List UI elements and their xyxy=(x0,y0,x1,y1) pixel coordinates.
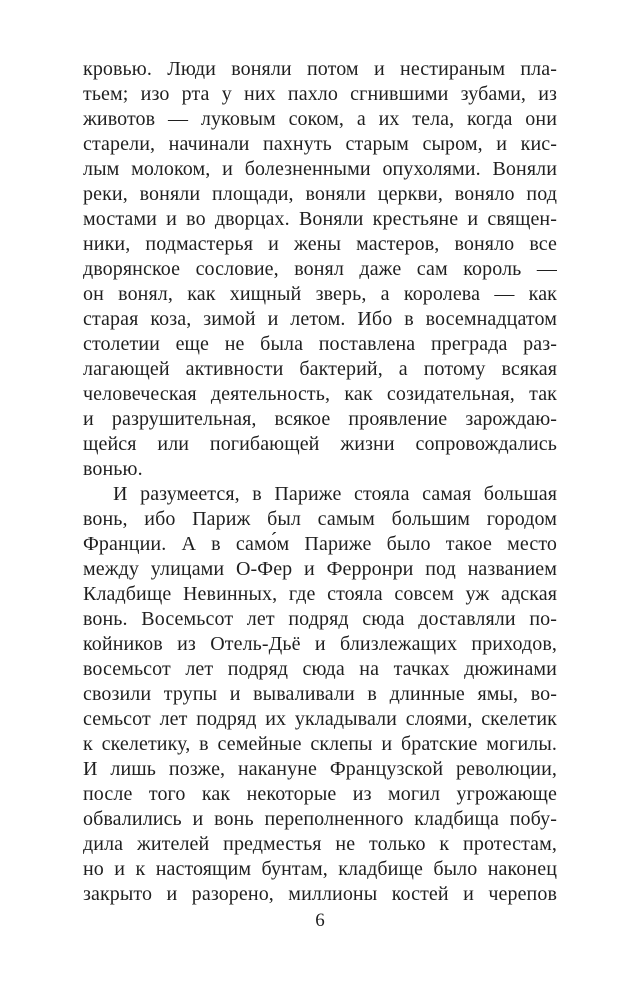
text-line: лым молоком, и болезненными опухолями. Воняли xyxy=(83,158,557,180)
text-line: после того как некоторые из могил угрожающе xyxy=(83,783,557,805)
text-line: ники, подмастерья и жены мастеров, воняло все xyxy=(83,233,557,255)
page-number: 6 xyxy=(315,910,325,931)
text-line: восемьсот лет подряд сюда на тачках дюжинами xyxy=(83,658,557,680)
text-line: он вонял, как хищный зверь, а королева — как xyxy=(83,283,557,305)
text-line: мостами и во дворцах. Воняли крестьяне и священ- xyxy=(83,208,557,230)
text-line: И разумеется, в Париже стояла самая большая xyxy=(113,483,557,505)
text-line: реки, воняли площади, воняли церкви, воняло под xyxy=(83,183,557,205)
text-line: свозили трупы и вываливали в длинные ямы, во- xyxy=(83,683,557,705)
text-line: тьем; изо рта у них пахло сгнившими зубами, из xyxy=(83,83,557,105)
text-line: вонь. Восемьсот лет подряд сюда доставляли по- xyxy=(83,608,557,630)
text-line: обвалились и вонь переполненного кладбища побу- xyxy=(83,808,557,830)
text-line: щейся или погибающей жизни сопровождались xyxy=(83,433,557,455)
text-line: и разрушительная, всякое проявление зарождаю- xyxy=(83,408,557,430)
text-line: дворянское сословие, вонял даже сам король — xyxy=(83,258,557,280)
text-line: И лишь позже, накануне Французской революции, xyxy=(83,758,557,780)
text-line: животов — луковым соком, а их тела, когда они xyxy=(83,108,557,130)
text-line: но и к настоящим бунтам, кладбище было наконец xyxy=(83,858,557,880)
text-line: вонь, ибо Париж был самым большим городом xyxy=(83,508,557,530)
text-line: Кладбище Невинных, где стояла совсем уж адская xyxy=(83,583,557,605)
text-line: между улицами О-Фер и Ферронри под названием xyxy=(83,558,557,580)
text-line: старели, начинали пахнуть старым сыром, и кис- xyxy=(83,133,557,155)
text-line: закрыто и разорено, миллионы костей и черепов xyxy=(83,883,557,905)
text-line: лагающей активности бактерий, а потому всякая xyxy=(83,358,557,380)
text-line: семьсот лет подряд их укладывали слоями, скелетик xyxy=(83,708,557,730)
text-line: человеческая деятельность, как созидательная, так xyxy=(83,383,557,405)
text-line: вонью. xyxy=(83,458,143,480)
text-line: старая коза, зимой и летом. Ибо в восемнадцатом xyxy=(83,308,557,330)
text-line: Франции. А в само́м Париже было такое место xyxy=(83,533,557,555)
text-line: кровью. Люди воняли потом и нестираным пла- xyxy=(83,58,557,80)
text-line: к скелетику, в семейные склепы и братские могилы. xyxy=(83,733,557,755)
body-text-block xyxy=(83,57,557,907)
text-line: койников из Отель-Дьё и близлежащих приходов, xyxy=(83,633,557,655)
text-line: дила жителей предместья не только к протестам, xyxy=(83,833,557,855)
text-line: столетии еще не была поставлена преграда раз- xyxy=(83,333,557,355)
